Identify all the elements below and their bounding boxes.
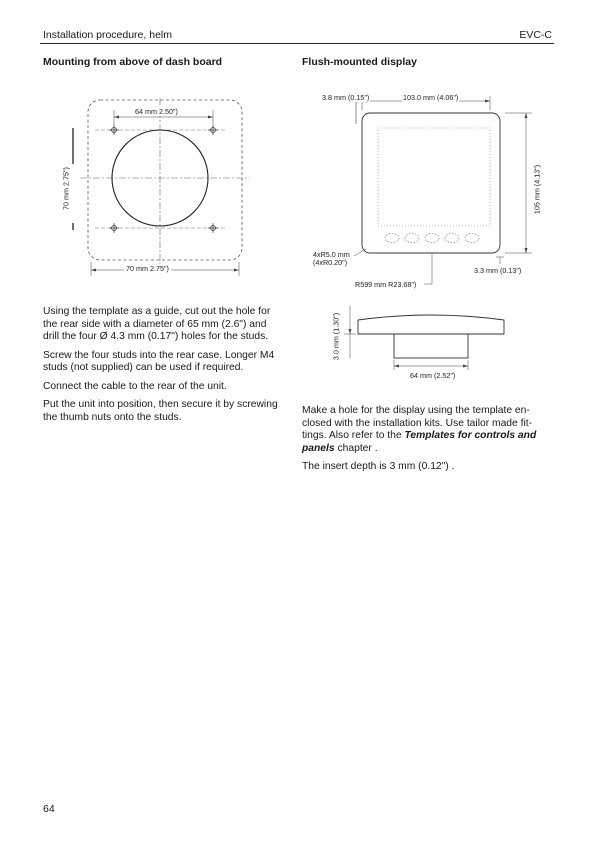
dim-bottom-label: 70 mm 2.75") [126,264,169,273]
paragraph-hole-text-a: Make a hole for the display using the template en-closed with the installation kits. Use tailor made fit-tings. Also refer to the [302,405,533,441]
display-insert [394,334,468,358]
paragraph-hole [302,405,547,455]
paragraph-insert-depth: The insert depth is 3 mm (0.12") . [302,461,455,472]
dim-width-label: 103.0 mm (4.06") [403,93,459,102]
dim-top-label: 64 mm 2.50") [135,107,178,116]
left-section-title: Mounting from above of dash board [43,56,223,68]
dim-insert-width-label: 64 mm (2.52") [410,371,456,380]
paragraph-cutout: Using the template as a guide, cut out the hole for the rear side with a diameter of 65 mm (2.6") and drill the four Ø 4.3 mm (0.17") holes for the studs. [43,306,271,342]
right-body-text [302,405,547,474]
page-number: 64 [43,803,55,815]
dim-depth-label: 3.0 mm (1.30") [331,312,341,361]
left-body-text [43,306,278,424]
templates-chapter-reference: Templates for controls and panels [302,430,537,454]
mounting-template-figure [55,90,265,285]
paragraph-cable: Connect the cable to the rear of the unit. [43,380,227,392]
paragraph-hole-text-b: chapter . [334,442,378,454]
header-title: Installation procedure, helm [43,29,172,41]
stud-holes [109,125,218,233]
header-product: EVC-C [519,29,552,41]
display-screen [378,128,490,226]
paragraph-secure: Put the unit into position, then secure it by screwing the thumb nuts onto the studs. [43,399,278,423]
display-outline [362,113,500,253]
dim-corner-label-2: (4xR0.20") [313,258,348,267]
dim-corner-label-1: 4xR5.0 mm [313,250,350,259]
dim-side-label: 70 mm 2.75") [61,167,71,210]
dim-edge-label: 3.3 mm (0.13") [474,266,522,275]
template-outline [88,100,242,260]
header-rule [40,43,554,44]
display-profile [358,315,504,334]
paragraph-studs: Screw the four studs into the rear case. Longer M4 studs (not supplied) can be used if required. [43,349,275,373]
display-buttons [385,234,479,243]
dim-radius-label: R599 mm R23.68") [355,280,417,289]
dim-bezel-label: 3.8 mm (0.15") [322,93,370,102]
right-section-title: Flush-mounted display [302,56,417,68]
dim-height-label: 105 mm (4.13") [532,164,542,215]
